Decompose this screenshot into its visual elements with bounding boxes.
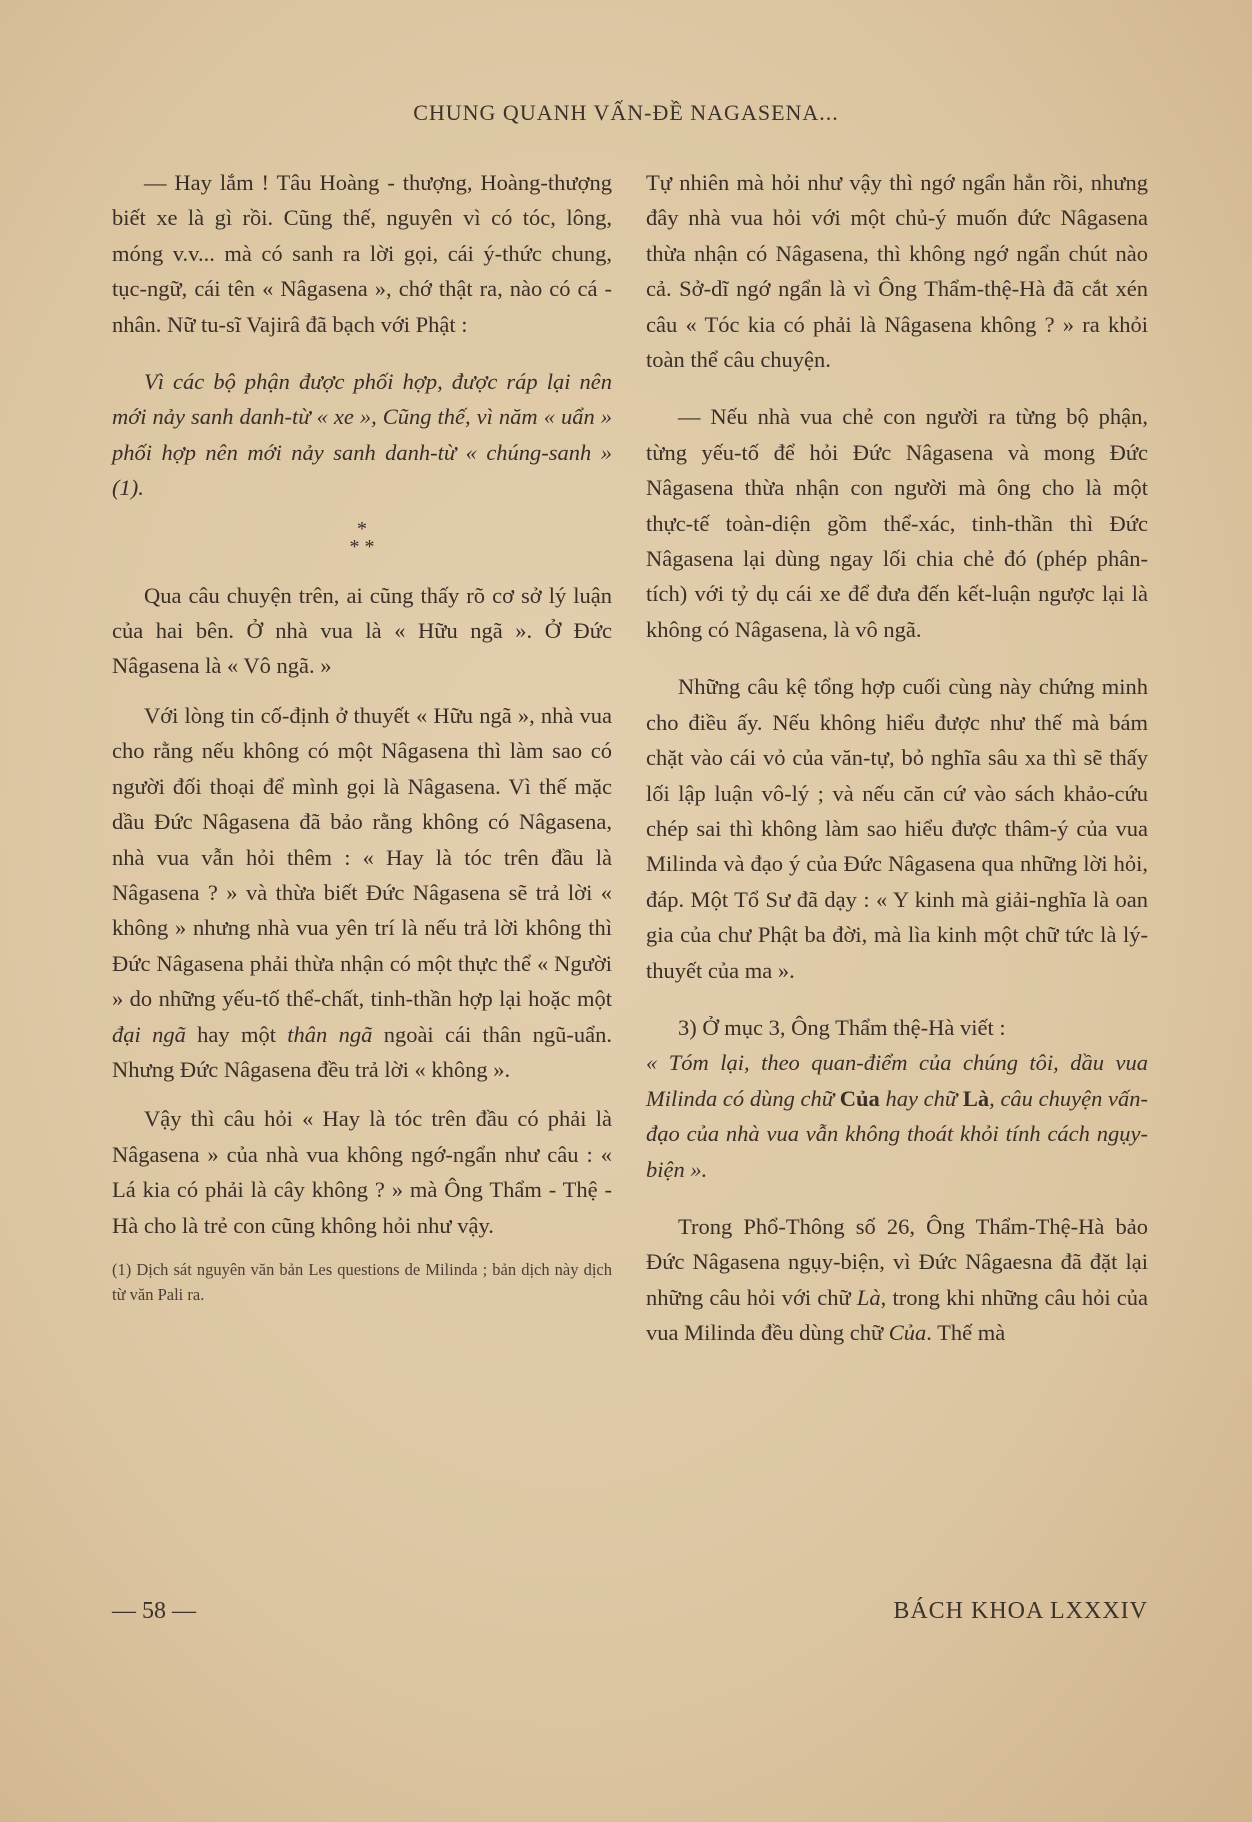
paragraph: — Hay lắm ! Tâu Hoàng - thượng, Hoàng-thượng biết xe là gì rồi. Cũng thế, nguyên vì có tóc, lông, móng v.v... mà có sanh ra lời gọi, cái ý-thức chung, tục-ngữ, cái tên « Nâgasena », chớ thật ra, nào có cá - nhân. Nữ tu-sĩ Vajirâ đã bạch với Phật : bbox=[112, 170, 612, 337]
stars-text: * * * bbox=[349, 517, 375, 558]
spacer bbox=[112, 1087, 612, 1101]
spacer bbox=[646, 1187, 1148, 1209]
text-run: , trong khi những câu hỏi của vua Milinda đều dùng chữ bbox=[646, 1284, 1149, 1346]
text-run: , câu chuyện vấn-đạo của nhà vua vẫn không thoát khỏi tính cách ngụy-biện ». bbox=[646, 1085, 1148, 1182]
paragraph: Qua câu chuyện trên, ai cũng thấy rõ cơ sở lý luận của hai bên. Ở nhà vua là « Hữu ngã ». Ở Đức Nâgasena là « Vô ngã. » bbox=[112, 582, 612, 679]
publication-name: BÁCH KHOA LXXXIV bbox=[893, 1598, 1148, 1624]
spacer bbox=[646, 647, 1148, 669]
text-run: . Thế mà bbox=[926, 1320, 1006, 1346]
spacer bbox=[112, 684, 612, 698]
bold-term: Là bbox=[962, 1085, 990, 1111]
quote-verse: Vì các bộ phận được phối hợp, được ráp lại nên mới nảy sanh danh-từ « xe », Cũng thế, vì năm « uẩn » phối hợp nên mới nảy sanh danh-từ « chúng-sanh » (1). bbox=[112, 369, 612, 501]
quote-paragraph bbox=[646, 1045, 1148, 1187]
section-divider-stars bbox=[112, 517, 612, 558]
paragraph: — Nếu nhà vua chẻ con người ra từng bộ phận, từng yếu-tố để hỏi Đức Nâgasena và mong Đức Nâgasena thừa nhận con người mà ông cho là một thực-tế toàn-diện gồm thể-xác, tinh-thần thì Đức Nâgasena lại dùng ngay lối chia chẻ đó (phép phân-tích) với tỷ dụ cái xe để đưa đến kết-luận ngược lại là không có Nâgasena, là vô ngã. bbox=[646, 404, 1148, 642]
text-run: hay một bbox=[185, 1021, 288, 1047]
text-run: ngoài cái thân ngũ-uẩn. Nhưng Đức Nâgasena đều trả lời « không ». bbox=[112, 1021, 612, 1082]
spacer bbox=[646, 988, 1148, 1010]
left-column bbox=[112, 165, 612, 1307]
paragraph-lead: 3) Ở mục 3, Ông Thẩm thệ-Hà viết : bbox=[678, 1014, 1006, 1040]
italic-term: Của bbox=[888, 1320, 927, 1346]
italic-term: Là bbox=[856, 1284, 881, 1310]
running-head: CHUNG QUANH VẤN-ĐỀ NAGASENA... bbox=[413, 100, 839, 125]
spacer bbox=[646, 377, 1148, 399]
text-run: hay chữ bbox=[879, 1085, 963, 1111]
italic-term: thân ngã bbox=[287, 1021, 373, 1047]
italic-term: đại ngã bbox=[112, 1021, 186, 1047]
paragraph: Vậy thì câu hỏi « Hay là tóc trên đầu có phải là Nâgasena » của nhà vua không ngớ-ngẩn như câu : « Lá kia có phải là cây không ? » mà Ông Thẩm - Thệ - Hà cho là trẻ con cũng không hỏi như vậy. bbox=[112, 1106, 612, 1238]
paragraph: Những câu kệ tổng hợp cuối cùng này chứng minh cho điều ấy. Nếu không hiểu được như thế mà bám chặt vào cái vỏ của văn-tự, bỏ nghĩa sâu xa thì sẽ thấy lối lập luận vô-lý ; và nếu căn cứ vào sách khảo-cứu chép sai thì không làm sao hiểu được thâm-ý của vua Milinda và đạo ý của Đức Nâgasena qua những lời hỏi, đáp. Một Tổ Sư đã dạy : « Y kinh mà giải-nghĩa là oan gia của chư Phật ba đời, mà lìa kinh một chữ tức là lý-thuyết của ma ». bbox=[646, 674, 1148, 983]
bold-term: Của bbox=[839, 1085, 880, 1111]
text-run: Với lòng tin cố-định ở thuyết « Hữu ngã », nhà vua cho rằng nếu không có một Nâgasena thì làm sao có người đối thoại để mình gọi là Nâgasena. Vì thế mặc dầu Đức Nâgasena đã bảo rằng không có Nâgasena, nhà vua vẫn hỏi thêm : « Hay là tóc trên đầu là Nâgasena ? » và thừa biết Đức Nâgasena sẽ trả lời « không » nhưng nhà vua yên trí là nếu trả lời không thì Đức Nâgasena phải thừa nhận có một thực thể « Người » do những yếu-tố thể-chất, tinh-thần hợp lại hoặc một bbox=[112, 702, 612, 1012]
paragraph bbox=[112, 698, 612, 1087]
text-run: « Tóm lại, theo quan-điểm của chúng tôi, dầu vua Milinda có dùng chữ bbox=[646, 1050, 1148, 1111]
paragraph bbox=[646, 1209, 1148, 1351]
text-run: Trong Phổ-Thông số 26, Ông Thẩm-Thệ-Hà bảo Đức Nâgasena ngụy-biện, vì Đức Nâgaesna đã đặt lại những câu hỏi với chữ bbox=[646, 1213, 1148, 1310]
footnote: (1) Dịch sát nguyên văn bản Les questions de Milinda ; bản dịch này dịch từ văn Pali ra. bbox=[112, 1259, 612, 1304]
paragraph: Tự nhiên mà hỏi như vậy thì ngớ ngẩn hẳn rồi, nhưng đây nhà vua hỏi với một chủ-ý muốn đức Nâgasena thừa nhận có Nâgasena, thì không ngớ ngẩn chút nào cả. Sở-dĩ ngớ ngẩn là vì Ông Thẩm-thệ-Hà đã cắt xén câu « Tóc kia có phải là Nâgasena không ? » ra khỏi toàn thể câu chuyện. bbox=[646, 170, 1148, 373]
spacer bbox=[112, 342, 612, 364]
right-column bbox=[646, 165, 1148, 1351]
page-number: — 58 — bbox=[112, 1598, 196, 1624]
